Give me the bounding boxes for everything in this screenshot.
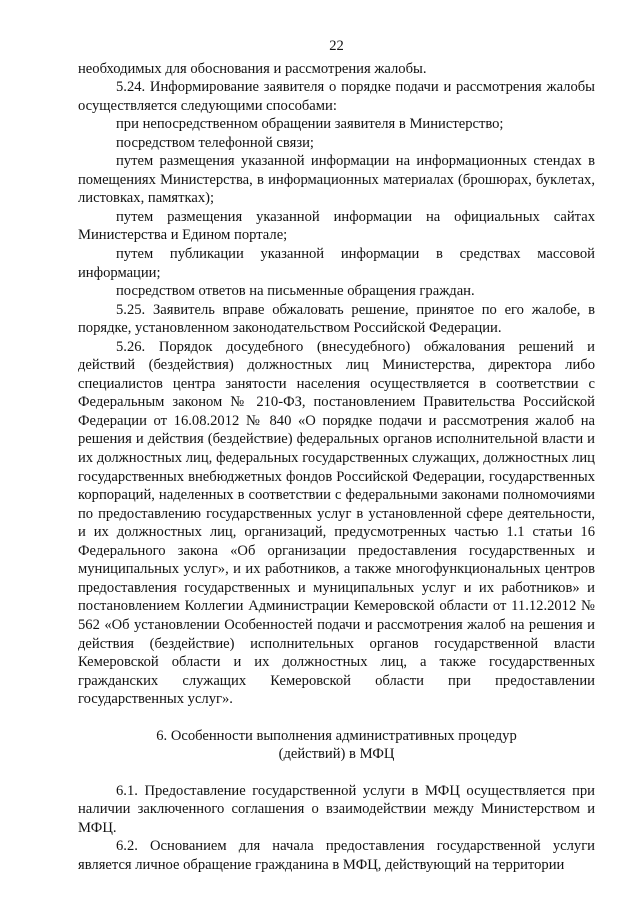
list-item-telephone: посредством телефонной связи; [116, 134, 314, 151]
section-heading [78, 727, 595, 764]
list-item-official-sites: путем размещения указанной информации на официальных сайтах Министерства и Едином портале; [78, 208, 595, 244]
paragraph-continuation: необходимых для обоснования и рассмотрения жалобы. [78, 60, 427, 77]
paragraph-5-24: 5.24. Информирование заявителя о порядке подачи и рассмотрения жалобы осуществляется следующими способами: [78, 79, 595, 114]
paragraph-6-2: 6.2. Основанием для начала предоставления государственной услуги является личное обращение гражданина в МФЦ, действующий на территории [78, 838, 595, 873]
paragraph-5-25: 5.25. Заявитель вправе обжаловать решение, принятое по его жалобе, в порядке, установленном законодательством Российской Федерации. [78, 301, 595, 337]
section-heading-line-2: (действий) в МФЦ [278, 746, 395, 763]
paragraph-5-26: 5.26. Порядок досудебного (внесудебного) обжалования решений и действий (бездействия) должностных лиц Министерства, директора либо специалистов центра занятости населения осуществляется в соответствии с Федеральным законом № 210-ФЗ, постановлением Правительства Российской Федерации от 16.08.2012 № 840 «О порядке подачи и рассмотрения жалоб на решения и действия (бездействие) федеральных органов исполнительной власти и их должностных лиц, федеральных государственных служащих, должностных лиц государственных внебюджетных фондов Российской Федерации, государственных корпораций, наделенных в соответствии с федеральными законами полномочиями по предоставлению государственных услуг в установленной сфере деятельности, и их должностных лиц, организаций, предусмотренных частью 1.1 статьи 16 Федерального закона «Об организации предоставления государственных и муниципальных услуг», и их работников, а также многофункциональных центров предоставления государственных и муниципальных услуг и их работников» и постановлением Коллегии Администрации Кемеровской области от 11.12.2012 № 562 «Об установлении Особенностей подачи и рассмотрения жалоб на решения и действия (бездействие) исполнительных органов государственной власти Кемеровской области и их должностных лиц, а также государственных гражданских служащих Кемеровской области при предоставлении государственных услуг». [78, 338, 595, 708]
list-item-direct-appeal: при непосредственном обращении заявителя в Министерство; [116, 116, 504, 133]
page-number: 22 [329, 38, 344, 54]
document-page [78, 37, 595, 875]
paragraph-6-1: 6.1. Предоставление государственной услуги в МФЦ осуществляется при наличии заключенного соглашения о взаимодействии между Министерством и МФЦ. [78, 782, 595, 836]
list-item-info-stands: путем размещения указанной информации на информационных стендах в помещениях Министерства, в информационных материалах (брошюрах, буклетах, листовках, памятках); [78, 153, 595, 207]
section-heading-line-1: 6. Особенности выполнения административных процедур [156, 727, 517, 744]
list-item-mass-media: путем публикации указанной информации в средствах массовой информации; [78, 246, 595, 281]
list-item-written-answers: посредством ответов на письменные обращения граждан. [116, 283, 475, 300]
